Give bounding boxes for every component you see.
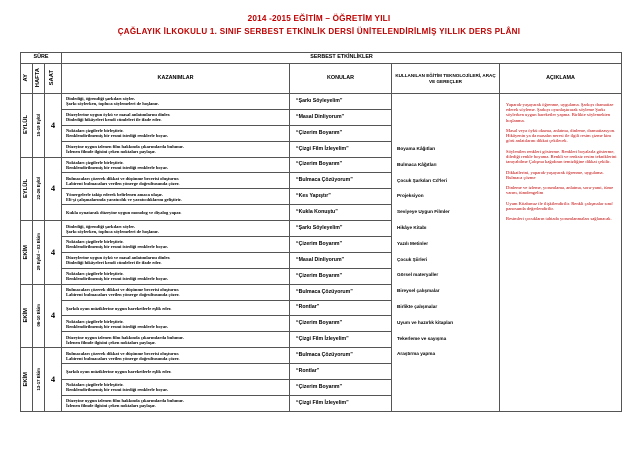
kazanim-cell <box>62 109 290 125</box>
konu-cell: “Çizerim Boyarım” <box>290 125 392 141</box>
konu-cell: “Çizerim Boyarım” <box>290 380 392 396</box>
konu-cell: “Bulmaca Çözüyorum” <box>290 284 392 300</box>
kazanim-line: Şarkı söylerken, topluca söylemeleri de hoşlanır. <box>66 228 159 234</box>
material-item: Çocuk Şarkıları Cd’leri <box>397 177 448 183</box>
konu-cell: “Masal Dinliyorum” <box>290 252 392 268</box>
month-cell: EKİM <box>21 221 33 285</box>
kazanim-line: Renklendirilmemiş bir resmi istediği renklerle boyar. <box>66 323 168 329</box>
konu-cell: “Çizerim Boyarım” <box>290 268 392 284</box>
hours-cell: 4 <box>45 348 62 412</box>
kazanim-line: Renklendirilmemiş bir resmi istediği renklerle boyar. <box>66 244 168 250</box>
konu-cell: “Kes Yapıştır” <box>290 189 392 205</box>
kazanim-cell <box>62 221 290 237</box>
konu-cell: “Bulmaca Çözüyorum” <box>290 173 392 189</box>
aciklama-paragraph: Masal veya öykü okuma, anlatma, dinleme, dramatizasyon. Hikâyenin ya da masalın neresi ile ilgili resim çizme kim görü anlatılarını dikkat çekilecek. <box>506 128 616 144</box>
kazanim-cell <box>62 395 290 411</box>
kazanim-line: Renklendirilmemiş bir resmi istediği renklerle boyar. <box>66 387 168 393</box>
kazanim-line: Bulmacaları çözerek dikkat ve düşünme becerisi oluşturur. <box>66 350 180 356</box>
hours-cell: 4 <box>45 157 62 221</box>
header-ay: AY <box>21 64 33 94</box>
kazanim-cell <box>62 125 290 141</box>
aciklama-cell <box>500 94 622 412</box>
aciklama-paragraph: Resimleri çocukların tahtada yorumlanmaları sağlanacak. <box>506 216 612 222</box>
kazanim-cell <box>62 300 290 316</box>
document-subtitle: ÇAĞLAYIK İLKOKULU 1. SINIF SERBEST ETKİNLİK DERSİ ÜNİTELENDİRİLMİŞ YILLIK DERS PLÂNI <box>117 27 521 36</box>
kazanim-cell <box>62 364 290 380</box>
kazanim-line: Şarkılı oyun müziklerine uygun hareketlerle eşlik eder. <box>66 369 172 375</box>
konu-cell: “Bulmaca Çözüyorum” <box>290 348 392 364</box>
kazanim-cell <box>62 189 290 205</box>
material-item: Seviyeye Uygun Filmler <box>397 209 450 215</box>
hours-cell: 4 <box>45 284 62 348</box>
header-materials: KULLANILAN EĞİTİM TEKNOLOJİLERİ, ARAÇ VE GEREÇLER <box>392 64 500 94</box>
month-cell: EYLÜL <box>21 157 33 221</box>
konu-cell: “Kukla Konuştu” <box>290 205 392 221</box>
kazanim-line: İzlenen filmde ilgisini çeken noktaları paylaşır. <box>66 339 156 345</box>
kazanim-line: Dinlediği hikâyeleri kendi cümleleri ile ifade eder. <box>66 260 162 266</box>
material-item: Yazılı Metinler <box>397 240 429 246</box>
kazanim-cell <box>62 316 290 332</box>
kazanim-line: Düzeylerine uygun öykü ve masal anlatımlarını dinler. <box>66 112 171 118</box>
material-item: Çocuk Şiirleri <box>397 256 428 262</box>
kazanim-line: Dinlediği hikâyeleri kendi cümleleri ile ifade eder. <box>66 117 162 123</box>
aciklama-paragraph: Dikkatlerini, yaparak-yaşayarak öğrenme, uygulama. Bulmaca çözme <box>506 169 604 180</box>
kazanim-line: İzlenen filmde ilgisini çeken noktaları paylaşır. <box>66 149 156 155</box>
konu-cell: “Rontlar” <box>290 364 392 380</box>
material-item: Birlikte çalışmalar <box>397 303 438 309</box>
week-cell: 15-19 Eylül <box>33 94 45 158</box>
kazanim-line: Renklendirilmemiş bir resmi istediği renklerle boyar. <box>66 276 168 282</box>
kazanim-line: Kukla oynatarak düzeyine uygun monolog ve diyalog yapar. <box>66 210 182 216</box>
kazanim-cell <box>62 173 290 189</box>
kazanim-cell <box>62 237 290 253</box>
month-cell: EKİM <box>21 348 33 412</box>
kazanim-cell <box>62 380 290 396</box>
material-item: Görsel materyaller <box>397 272 439 278</box>
kazanim-line: Noktaları çizgilerle birleştirir. <box>66 128 124 134</box>
document-title: 2014 -2015 EĞİTİM – ÖĞRETİM YILI <box>247 14 391 23</box>
konu-cell: “Çizerim Boyarım” <box>290 157 392 173</box>
month-cell: EYLÜL <box>21 94 33 158</box>
kazanim-line: Noktaları çizgilerle birleştirir. <box>66 159 124 165</box>
kazanim-line: Düzeyine uygun izlenen film hakkında çıkarımlarda bulunur. <box>66 398 184 404</box>
kazanim-cell <box>62 94 290 110</box>
konu-cell: “Çizerim Boyarım” <box>290 316 392 332</box>
aciklama-paragraph: Dinleme ve izleme, yorumlama, anlatma, soru-yanıt, tüme varım, tümdengelim <box>506 185 614 196</box>
kazanim-line: Dinlediği, öğrendiği şarkıları söyler. <box>66 223 135 229</box>
kazanim-cell <box>62 348 290 364</box>
header-hafta: HAFTA <box>33 64 45 94</box>
material-item: Bireysel çalışmalar <box>397 288 440 294</box>
aciklama-paragraph: Yaparak-yaşayarak öğrenme, uygulama. Şarkıyı dramatize ederek söyleme. Şarkıyı oyunlaştırarak söyleme Şarkı söylerken uygun hareketler yapma. Birlikte söylemekten hoşlanma. <box>506 102 614 123</box>
material-item: Projeksiyon <box>397 193 424 199</box>
konu-cell: “Rontlar” <box>290 300 392 316</box>
kazanim-line: Dinlediği, öğrendiği şarkıları söyler. <box>66 96 135 102</box>
kazanim-line: Labirent bulmacaları verilen yönerge doğrultusunda çözer. <box>66 355 180 361</box>
header-saat: SAAT <box>45 64 62 94</box>
konu-cell: “Çizgi Film İzleyelim” <box>290 395 392 411</box>
material-item: Tekerleme ve sayışma <box>397 335 447 341</box>
kazanim-cell <box>62 141 290 157</box>
material-item: Araştırma yapma <box>397 351 436 357</box>
plan-table <box>20 52 622 412</box>
kazanim-line: Eli-şi çalışmalarında yaratıcılık ve yaratıcılıklarını geliştirir. <box>66 196 182 202</box>
kazanim-line: Noktaları çizgilerle birleştirir. <box>66 239 124 245</box>
kazanim-line: Şarkılı oyun müziklerine uygun hareketlerle eşlik eder. <box>66 305 172 311</box>
kazanim-cell <box>62 205 290 221</box>
week-cell: 06-10 Ekim <box>33 284 45 348</box>
kazanim-line: Noktaları çizgilerle birleştirir. <box>66 382 124 388</box>
konu-cell: “Masal Dinliyorum” <box>290 109 392 125</box>
kazanim-line: Düzeyine uygun izlenen film hakkında çıkarımlarda bulunur. <box>66 144 184 150</box>
konu-cell: “Çizgi Film İzleyelim” <box>290 332 392 348</box>
kazanim-line: Bulmacaları çözerek dikkat ve düşünme becerisi oluşturur. <box>66 175 180 181</box>
aciklama-paragraph: Söylenilen renkleri gösterme. Renkleri boyalarla gösterme, dilediği renkle boyama. Renkli ve renksiz resim tekniklerini tanıyabilme Çalışma kağıdının temizliğine dikkat çekilir. <box>506 148 617 165</box>
kazanim-cell <box>62 332 290 348</box>
header-serbest-etkinlikler: SERBEST ETKİNLİKLER <box>62 53 622 64</box>
kazanim-line: Noktaları çizgilerle birleştirir. <box>66 318 124 324</box>
kazanim-cell <box>62 268 290 284</box>
header-aciklama: AÇIKLAMA <box>500 64 622 94</box>
kazanim-line: Şarkı söylerken, topluca söylemeleri de hoşlanır. <box>66 101 159 107</box>
header-sure: SÜRE <box>21 53 62 64</box>
kazanim-line: Labirent bulmacaları verilen yönerge doğrultusunda çözer. <box>66 292 180 298</box>
materials-cell <box>392 94 500 412</box>
month-cell: EKİM <box>21 284 33 348</box>
kazanim-line: Labirent bulmacaları verilen yönerge doğrultusunda çözer. <box>66 180 180 186</box>
header-row-columns <box>21 64 622 94</box>
konu-cell: “Şarkı Söyleyelim” <box>290 94 392 110</box>
material-item: Boyama Kâğıtları <box>397 146 436 151</box>
konu-cell: “Çizgi Film İzleyelim” <box>290 141 392 157</box>
plan-table-body <box>21 53 622 412</box>
kazanim-cell <box>62 284 290 300</box>
kazanim-line: Renklendirilmemiş bir resmi istediği renklerle boyar. <box>66 165 168 170</box>
kazanim-cell <box>62 252 290 268</box>
kazanim-line: Düzeylerine uygun öykü ve masal anlatımlarını dinler. <box>66 255 171 261</box>
material-item: Hikâye Kitabı <box>397 224 427 230</box>
header-row-top <box>21 53 622 64</box>
header-konular: KONULAR <box>290 64 392 94</box>
kazanim-line: Renklendirilmemiş bir resmi istediği renklerle boyar. <box>66 133 168 139</box>
kazanim-cell <box>62 157 290 173</box>
material-item: Uyum ve hazırlık kitapları <box>397 319 454 325</box>
header-kazanimlar: KAZANIMLAR <box>62 64 290 94</box>
kazanim-line: İzlenen filmde ilgisini çeken noktaları paylaşır. <box>66 403 156 409</box>
kazanim-line: Bulmacaları çözerek dikkat ve düşünme becerisi oluşturur. <box>66 287 180 293</box>
konu-cell: “Çizerim Boyarım” <box>290 237 392 253</box>
aciklama-paragraph: Uyum Kitabımız ile ilişkilendirilir. Renkli çalışmalar sınıf panosunda değerlendirilir. <box>506 200 613 211</box>
hours-cell: 4 <box>45 221 62 285</box>
week-cell: 13-17 Ekim <box>33 348 45 412</box>
hours-cell: 4 <box>45 94 62 158</box>
material-item: Bulmaca Kâğıtları <box>397 161 437 167</box>
kazanim-line: Düzeyine uygun izlenen film hakkında çıkarımlarda bulunur. <box>66 334 184 340</box>
week-cell: 29 Eylül – 03 Ekim <box>33 221 45 285</box>
table-row <box>21 94 622 110</box>
kazanim-line: Yönergelerle takip ederek belirlenen amaca ulaşır. <box>66 191 163 197</box>
konu-cell: “Şarkı Söyleyelim” <box>290 221 392 237</box>
kazanim-line: Noktaları çizgilerle birleştirir. <box>66 271 124 277</box>
week-cell: 22-26 Eylül <box>33 157 45 221</box>
